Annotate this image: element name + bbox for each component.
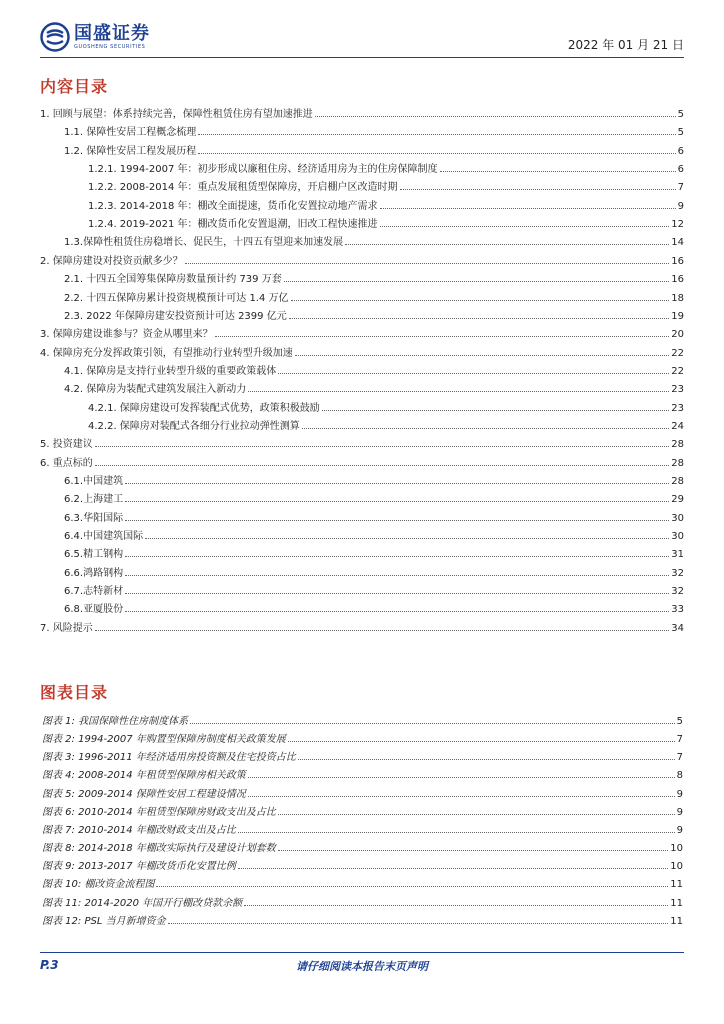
logo-name-cn: 国盛证券 [74,22,150,44]
dot-leader [95,618,670,631]
toc-entry-page: 23 [671,402,684,414]
dot-leader [248,379,669,392]
toc-entry-label: 1. 回顾与展望：体系持续完善，保障性租赁住房有望加速推进 [40,109,313,120]
toc-entry-page: 20 [671,329,684,341]
toc-entry-label: 3. 保障房建设谁参与？资金从哪里来？ [40,329,213,341]
toc-entry-page: 12 [671,219,684,231]
toc-entry-label: 1.3.保障性租赁住房稳增长、促民生，十四五有望迎来加速发展 [64,237,344,249]
toc-entry-label: 4.2.2. 保障房对装配式各细分行业拉动弹性测算 [88,420,300,432]
figure-entry-page: 10 [670,861,683,873]
toc-entry-page: 5 [677,109,684,120]
dot-leader [238,820,675,833]
toc-entry-page: 34 [671,622,684,634]
toc-entry-page: 33 [671,604,684,616]
dot-leader [125,471,669,484]
figure-entry-page: 11 [670,879,683,891]
dot-leader [238,856,668,869]
toc-entry[interactable] [64,306,684,324]
dot-leader [302,416,669,429]
toc-entry-page: 28 [671,476,684,487]
toc-entry[interactable] [40,618,684,636]
dot-leader [95,453,670,466]
dot-leader [125,599,669,612]
figure-entry-page: 11 [670,915,683,927]
toc-entry-page: 19 [671,310,684,322]
toc-entry[interactable] [64,526,684,544]
dot-leader [125,508,669,521]
toc-entry[interactable] [64,489,684,507]
figure-entry-label: 图表 2: 1994-2007 年购置型保障房制度相关政策发展 [42,734,286,746]
toc-entry-page: 28 [671,439,684,451]
toc-entry-page: 30 [671,512,684,524]
dot-leader [278,802,675,815]
toc-entry[interactable] [64,269,684,287]
toc-entry-label: 4.1. 保障房是支持行业转型升级的重要政策载体 [64,365,277,377]
figure-entry-page: 9 [676,788,683,800]
header-divider [40,57,684,58]
footer-divider [40,952,684,953]
figure-entry-page: 9 [676,806,683,818]
toc-entry-label: 2.3. 2022 年保障房建安投资预计可达 2399 亿元 [64,310,287,322]
toc-entry[interactable] [40,251,684,269]
dot-leader [125,581,669,594]
company-logo [40,22,150,52]
figure-entry-label: 图表 8: 2014-2018 年棚改实际执行及建设计划套数 [42,843,276,855]
toc-entry-label: 6.4.中国建筑国际 [64,531,144,543]
figure-entry[interactable] [42,802,683,820]
figure-entry-label: 图表 12: PSL 当月新增资金 [42,915,166,927]
page-number: P.3 [40,958,59,972]
figure-entry-page: 11 [670,897,683,909]
figure-entry[interactable] [42,893,683,911]
dot-leader [345,232,669,245]
dot-leader [125,544,669,557]
toc-entry-page: 16 [671,255,684,267]
toc-entry[interactable] [64,379,684,397]
toc-entry-page: 24 [671,420,684,432]
toc-entry-label: 6.2.上海建工 [64,494,124,506]
figure-entry[interactable] [42,765,683,783]
dot-leader [156,874,668,887]
figure-entry[interactable] [42,856,683,874]
dot-leader [244,893,668,906]
toc-entry-page: 29 [671,494,684,506]
dot-leader [125,489,669,502]
toc-entry[interactable] [64,288,684,306]
figure-entry-label: 图表 3: 1996-2011 年经济适用房投资额及住宅投资占比 [42,752,296,764]
figure-entry-label: 图表 6: 2010-2014 年租赁型保障房财政支出及占比 [42,806,276,818]
dot-leader [198,141,675,154]
figure-entry[interactable] [42,820,683,838]
toc-entry-page: 5 [677,127,684,139]
dot-leader [145,526,669,539]
toc-entry-page: 32 [671,586,684,598]
dot-leader [198,122,675,135]
figure-entry[interactable] [42,711,683,729]
figure-entry-label: 图表 4: 2008-2014 年租赁型保障房相关政策 [42,770,246,782]
toc-entry-label: 2. 保障房建设对投资贡献多少？ [40,255,183,267]
toc-entry[interactable] [40,453,684,471]
toc-entry[interactable] [64,361,684,379]
figure-entry-page: 7 [676,752,683,764]
dot-leader [322,398,669,411]
figure-entry[interactable] [42,784,683,802]
toc-entry-label: 1.1. 保障性安居工程概念梳理 [64,127,197,139]
dot-leader [298,747,675,760]
toc-entry-page: 18 [671,292,684,304]
figure-entry-page: 7 [676,734,683,746]
toc-entry-page: 7 [677,182,684,194]
figure-list-title: 图表目录 [40,683,109,702]
toc-entry-label: 2.2. 十四五保障房累计投资规模预计可达 1.4 万亿 [64,292,289,304]
logo-mark-icon [40,22,70,52]
figure-entry-page: 8 [676,770,683,782]
toc-entry-page: 14 [671,237,684,249]
toc-entry-label: 5. 投资建议 [40,439,93,451]
toc-entry[interactable] [88,214,684,232]
toc-title: 内容目录 [40,77,109,96]
toc-entry-label: 6.6.鸿路钢构 [64,567,124,579]
toc-entry[interactable] [88,159,684,177]
toc-entry[interactable] [88,416,684,434]
toc-entry[interactable] [64,508,684,526]
toc-entry-page: 9 [677,200,684,212]
toc-entry-page: 32 [671,567,684,579]
dot-leader [278,361,669,374]
toc-entry-label: 4.2.1. 保障房建设可发挥装配式优势，政策积极鼓励 [88,402,320,414]
toc-entry[interactable] [88,177,684,195]
toc-entry-page: 6 [677,164,684,176]
toc-entry-label: 6. 重点标的 [40,457,93,469]
figure-entry-label: 图表 1: 我国保障性住房制度体系 [42,716,189,727]
figure-entry-label: 图表 5: 2009-2014 保障性安居工程建设情况 [42,788,246,800]
toc-entry-page: 22 [671,347,684,359]
toc-entry[interactable] [40,343,684,361]
dot-leader [295,343,670,356]
toc-entry-label: 1.2.1. 1994-2007 年：初步形成以廉租住房、经济适用房为主的住房保障制度 [88,164,438,176]
toc-entry[interactable] [40,434,684,452]
toc-entry-label: 1.2.2. 2008-2014 年：重点发展租赁型保障房，开启棚户区改造时期 [88,182,398,194]
dot-leader [215,324,670,337]
dot-leader [380,214,670,227]
dot-leader [190,711,675,724]
report-date: 2022 年 01 月 21 日 [567,38,684,52]
dot-leader [95,434,670,447]
figure-entry-label: 图表 9: 2013-2017 年棚改货币化安置比例 [42,861,236,873]
toc-entry-page: 16 [671,274,684,286]
dot-leader [291,288,670,301]
figure-entry[interactable] [42,838,683,856]
toc-entry-label: 2.1. 十四五全国筹集保障房数量预计约 739 万套 [64,274,282,286]
figure-entry[interactable] [42,874,683,892]
dot-leader [289,306,670,319]
toc-entry-page: 31 [671,549,684,561]
figure-entry-label: 图表 7: 2010-2014 年棚改财政支出及占比 [42,824,236,836]
toc-entry-page: 6 [677,145,684,157]
figure-entry-label: 图表 10: 棚改资金流程图 [42,879,155,891]
figure-entry-page: 5 [676,716,683,727]
toc-entry[interactable] [64,599,684,617]
logo-name-en: GUOSHENG SECURITIES [74,43,146,50]
toc-entry[interactable] [64,122,684,140]
toc-entry[interactable] [64,232,684,250]
toc-entry[interactable] [64,471,684,489]
toc-entry[interactable] [64,141,684,159]
dot-leader [288,729,675,742]
toc-entry-label: 4. 保障房充分发挥政策引领，有望推动行业转型升级加速 [40,347,293,359]
toc-entry[interactable] [64,563,684,581]
figure-entry-label: 图表 11: 2014-2020 年国开行棚改贷款余额 [42,897,243,909]
toc-entry-label: 7. 风险提示 [40,622,93,634]
toc-entry[interactable] [64,581,684,599]
dot-leader [248,784,675,797]
toc-entry-label: 6.5.精工钢构 [64,549,124,561]
toc-entry-label: 6.3.华阳国际 [64,512,124,524]
figure-entry[interactable] [42,729,683,747]
page-header [40,18,684,60]
dot-leader [400,177,676,190]
toc-entry[interactable] [88,398,684,416]
toc-entry-label: 1.2.4. 2019-2021 年：棚改货币化安置退潮，旧改工程快速推进 [88,219,378,231]
dot-leader [185,251,670,264]
dot-leader [125,563,669,576]
dot-leader [248,765,675,778]
dot-leader [380,196,676,209]
toc-entry-label: 6.1.中国建筑 [64,476,124,487]
toc-entry-label: 6.8.亚厦股份 [64,604,124,616]
dot-leader [315,104,676,117]
figure-entry[interactable] [42,747,683,765]
toc-entry[interactable] [40,104,684,122]
figure-entry-page: 10 [670,843,683,855]
disclaimer-note: 请仔细阅读本报告末页声明 [296,960,428,973]
toc-entry-label: 1.2. 保障性安居工程发展历程 [64,145,197,157]
dot-leader [168,911,669,924]
toc-entry[interactable] [64,544,684,562]
dot-leader [440,159,676,172]
figure-entry[interactable] [42,911,683,929]
toc-entry-label: 1.2.3. 2014-2018 年：棚改全面提速，货币化安置拉动地产需求 [88,200,378,212]
toc-entry-page: 30 [671,531,684,543]
toc-entry-page: 22 [671,365,684,377]
toc-entry[interactable] [40,324,684,342]
toc-entry[interactable] [88,196,684,214]
toc-entry-page: 28 [671,457,684,469]
figure-entry-page: 9 [676,824,683,836]
dot-leader [284,269,670,282]
toc-entry-label: 4.2. 保障房为装配式建筑发展注入新动力 [64,384,247,396]
dot-leader [278,838,668,851]
toc-entry-page: 23 [671,384,684,396]
toc-entry-label: 6.7.志特新材 [64,586,124,598]
